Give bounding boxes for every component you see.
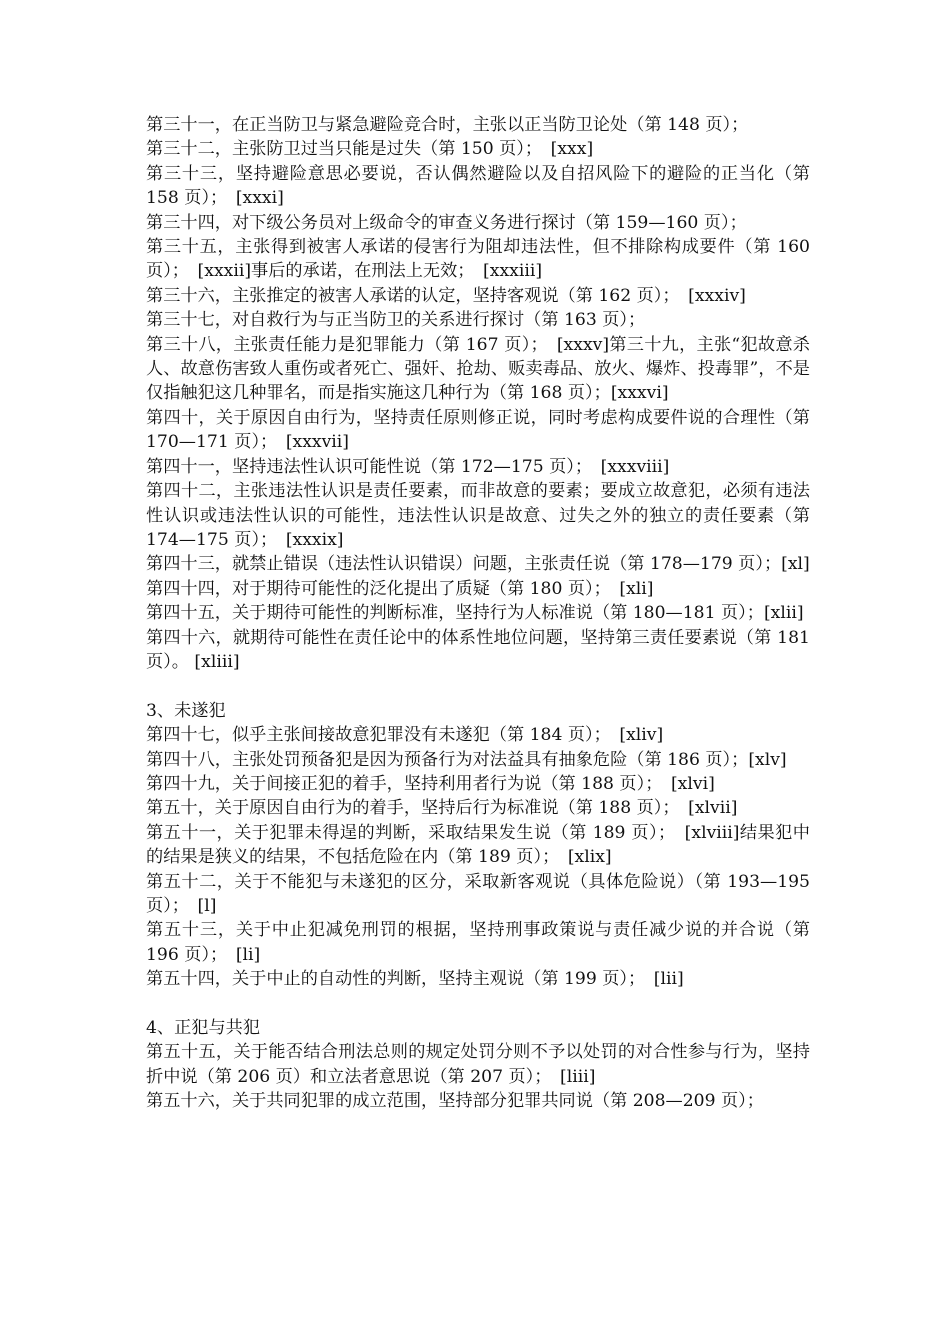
paragraph-48: 第四十八，主张处罚预备犯是因为预备行为对法益具有抽象危险（第 186 页）；[xlv] [146,749,787,770]
paragraph-41: 第四十一，坚持违法性认识可能性说（第 172—175 页）； [xxxviii] [146,456,670,477]
document-page [146,113,810,1114]
paragraph-55: 第五十五，关于能否结合刑法总则的规定处罚分则不予以处罚的对合性参与行为，坚持折中说（第 206 页）和立法者意思说（第 207 页）； [liii] [146,1042,810,1087]
paragraph-45: 第四十五，关于期待可能性的判断标准，坚持行为人标准说（第 180—181 页）；[xlii] [146,603,804,624]
paragraph-35: 第三十五，主张得到被害人承诺的侵害行为阻却违法性，但不排除构成要件（第 160 页）； [xxxii]事后的承诺，在刑法上无效； [xxxiii] [146,237,810,282]
paragraph-50: 第五十，关于原因自由行为的着手，坚持后行为标准说（第 188 页）； [xlvii] [146,798,738,819]
paragraph-40: 第四十，关于原因自由行为，坚持责任原则修正说，同时考虑构成要件说的合理性（第 170—171 页）； [xxxvii] [146,407,810,453]
section-heading-complicity: 4、正犯与共犯 [146,1018,261,1038]
paragraph-43: 第四十三，就禁止错误（违法性认识错误）问题，主张责任说（第 178—179 页）；[xl] [146,554,810,575]
section-spacer [146,674,810,698]
paragraph-31: 第三十一，在正当防卫与紧急避险竞合时，主张以正当防卫论处（第 148 页）； [146,115,749,135]
paragraph-42: 第四十二，主张违法性认识是责任要素，而非故意的要素；要成立故意犯，必须有违法性认识或违法性认识的可能性，违法性认识是故意、过失之外的独立的责任要素（第 174—175 页）； [xxxix] [146,481,810,550]
paragraph-49: 第四十九，关于间接正犯的着手，坚持利用者行为说（第 188 页）； [xlvi] [146,773,715,794]
paragraph-46: 第四十六，就期待可能性在责任论中的体系性地位问题，坚持第三责任要素说（第 181 页）。 [xliii] [146,627,810,672]
paragraph-44: 第四十四，对于期待可能性的泛化提出了质疑（第 180 页）； [xli] [146,578,654,599]
section-spacer [146,992,810,1016]
paragraph-56: 第五十六，关于共同犯罪的成立范围，坚持部分犯罪共同说（第 208—209 页）； [146,1091,764,1112]
paragraph-37: 第三十七，对自救行为与正当防卫的关系进行探讨（第 163 页）； [146,310,646,331]
paragraph-52: 第五十二，关于不能犯与未遂犯的区分，采取新客观说（具体危险说）（第 193—195 页）； [l] [146,871,810,916]
paragraph-33: 第三十三，坚持避险意思必要说，否认偶然避险以及自招风险下的避险的正当化（第 158 页）； [xxxi] [146,163,810,209]
section-heading-attempt: 3、未遂犯 [146,700,226,721]
paragraph-51: 第五十一，关于犯罪未得逞的判断，采取结果发生说（第 189 页）； [xlviii]结果犯中的结果是狭义的结果，不包括危险在内（第 189 页）； [xlix] [146,822,810,868]
paragraph-36: 第三十六，主张推定的被害人承诺的认定，坚持客观说（第 162 页）； [xxxiv] [146,285,746,306]
paragraph-47: 第四十七，似乎主张间接故意犯罪没有未遂犯（第 184 页）； [xliv] [146,725,664,746]
paragraph-53: 第五十三，关于中止犯减免刑罚的根据，坚持刑事政策说与责任减少说的并合说（第 196 页）； [li] [146,920,810,965]
paragraph-38-39: 第三十八，主张责任能力是犯罪能力（第 167 页）； [xxxv]第三十九，主张“犯故意杀人、故意伤害致人重伤或者死亡、强奸、抢劫、贩卖毒品、放火、爆炸、投毒罪”，不是仅指触犯这几种罪名，而是指实施这几种行为（第 168 页）；[xxxvi] [146,334,810,404]
paragraph-32: 第三十二，主张防卫过当只能是过失（第 150 页）； [xxx] [146,139,594,160]
paragraph-54: 第五十四，关于中止的自动性的判断，坚持主观说（第 199 页）； [lii] [146,969,684,990]
paragraph-34: 第三十四，对下级公务员对上级命令的审查义务进行探讨（第 159—160 页）； [146,212,747,233]
